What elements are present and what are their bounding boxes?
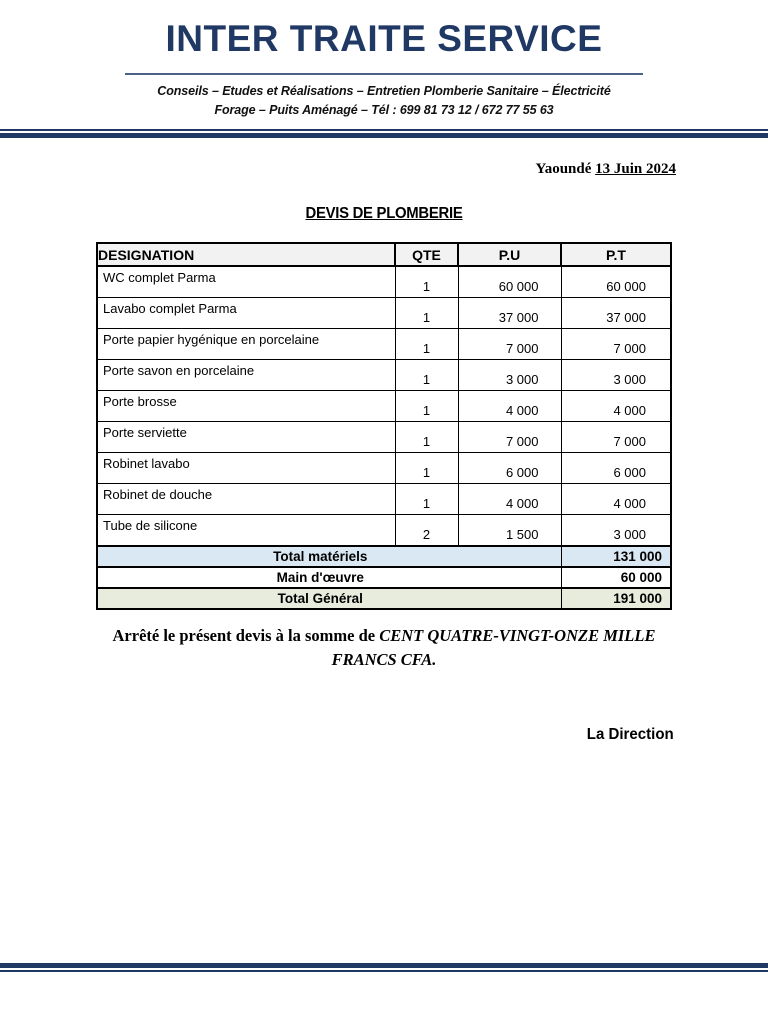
signature-block — [0, 726, 768, 744]
company-name: INTER TRAITE SERVICE — [165, 18, 603, 59]
tagline-line-2: Forage – Puits Aménagé – Tél : 699 81 73 12 / 672 77 55 63 — [214, 102, 554, 117]
cell-designation: Porte serviette — [97, 422, 395, 453]
table-total-row — [97, 588, 671, 609]
cell-pt: 37 000 — [561, 298, 671, 329]
quote-table-wrapper — [0, 242, 768, 610]
letterhead — [0, 0, 768, 120]
cell-pu: 1 500 — [458, 515, 561, 547]
cell-pu: 6 000 — [458, 453, 561, 484]
cell-pt: 4 000 — [561, 391, 671, 422]
cell-pt: 3 000 — [561, 515, 671, 547]
table-row — [97, 298, 671, 329]
table-footer — [97, 546, 671, 609]
cell-qte: 1 — [395, 484, 458, 515]
table-row — [97, 266, 671, 298]
closing-prefix: Arrêté le présent devis à la somme de — [112, 626, 380, 646]
cell-pt: 7 000 — [561, 422, 671, 453]
cell-qte: 1 — [395, 329, 458, 360]
cell-qte: 2 — [395, 515, 458, 547]
total-value: 191 000 — [561, 588, 671, 609]
cell-designation: Lavabo complet Parma — [97, 298, 395, 329]
cell-pt: 3 000 — [561, 360, 671, 391]
footer-rules — [0, 963, 768, 972]
total-value: 60 000 — [561, 567, 671, 588]
date-value: 13 Juin 2024 — [595, 161, 676, 178]
table-body — [97, 266, 671, 546]
cell-pt: 6 000 — [561, 453, 671, 484]
cell-pu: 4 000 — [458, 484, 561, 515]
total-value: 131 000 — [561, 546, 671, 567]
cell-pu: 7 000 — [458, 329, 561, 360]
city-label: Yaoundé — [535, 161, 596, 178]
cell-pu: 60 000 — [458, 266, 561, 298]
cell-pu: 4 000 — [458, 391, 561, 422]
table-row — [97, 422, 671, 453]
table-row — [97, 329, 671, 360]
table-total-row — [97, 546, 671, 567]
cell-qte: 1 — [395, 422, 458, 453]
page-title: DEVIS DE PLOMBERIE — [305, 205, 463, 223]
signature-label: La Direction — [586, 726, 674, 744]
closing-statement — [0, 624, 768, 671]
table-header-row — [97, 243, 671, 266]
cell-designation: Robinet de douche — [97, 484, 395, 515]
cell-designation: Robinet lavabo — [97, 453, 395, 484]
total-label: Main d'œuvre — [97, 567, 561, 588]
cell-qte: 1 — [395, 298, 458, 329]
column-header-pt: P.T — [561, 243, 671, 266]
date-line — [0, 138, 768, 178]
cell-designation: Porte savon en porcelaine — [97, 360, 395, 391]
cell-qte: 1 — [395, 360, 458, 391]
cell-pu: 37 000 — [458, 298, 561, 329]
footer-rule-thin — [0, 970, 768, 972]
cell-designation: Tube de silicone — [97, 515, 395, 547]
cell-qte: 1 — [395, 453, 458, 484]
cell-pt: 4 000 — [561, 484, 671, 515]
table-row — [97, 391, 671, 422]
amount-in-words: CENT QUATRE-VINGT-ONZE MILLE FRANCS CFA. — [331, 626, 656, 669]
table-row — [97, 360, 671, 391]
column-header-qte: QTE — [395, 243, 458, 266]
quote-table — [96, 242, 672, 610]
cell-pu: 3 000 — [458, 360, 561, 391]
cell-designation: Porte brosse — [97, 391, 395, 422]
total-label: Total Général — [97, 588, 561, 609]
table-row — [97, 453, 671, 484]
cell-pu: 7 000 — [458, 422, 561, 453]
table-row — [97, 515, 671, 547]
document-body — [0, 138, 768, 744]
cell-pt: 60 000 — [561, 266, 671, 298]
cell-qte: 1 — [395, 391, 458, 422]
column-header-designation: DESIGNATION — [97, 243, 395, 266]
tagline-line-1: Conseils – Etudes et Réalisations – Entretien Plomberie Sanitaire – Électricité — [157, 83, 611, 98]
cell-designation: Porte papier hygénique en porcelaine — [97, 329, 395, 360]
cell-qte: 1 — [395, 266, 458, 298]
table-header — [97, 243, 671, 266]
table-total-row — [97, 567, 671, 588]
total-label: Total matériels — [97, 546, 561, 567]
column-header-pu: P.U — [458, 243, 561, 266]
letterhead-divider — [125, 73, 643, 75]
table-row — [97, 484, 671, 515]
cell-designation: WC complet Parma — [97, 266, 395, 298]
cell-pt: 7 000 — [561, 329, 671, 360]
